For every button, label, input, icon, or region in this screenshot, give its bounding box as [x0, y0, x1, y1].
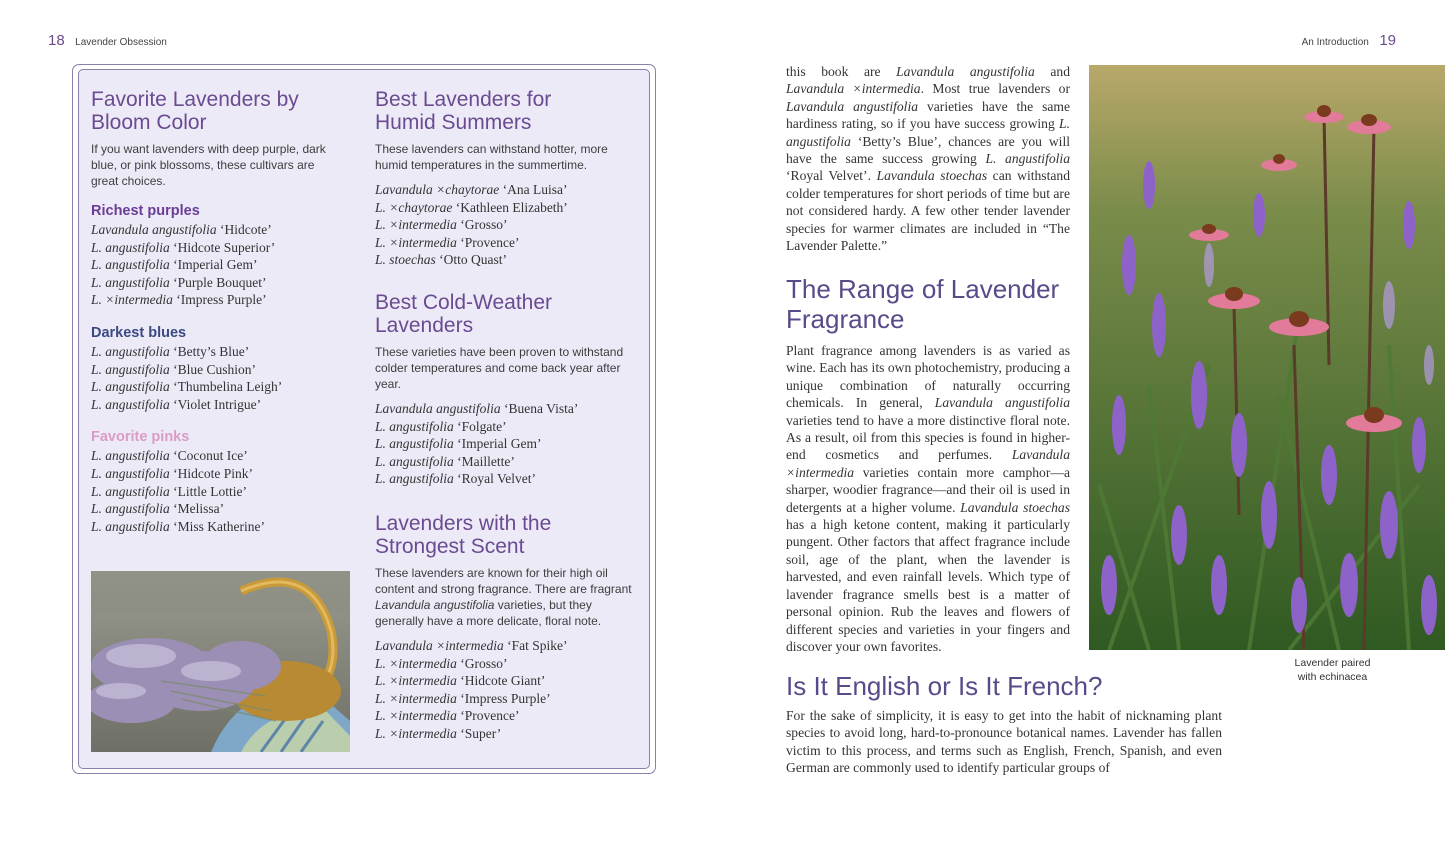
list-item: L. ×intermedia ‘Provence’: [375, 234, 520, 250]
fragrance-heading: The Range of Lavender Fragrance: [786, 274, 1060, 334]
darkest-blues-heading: Darkest blues: [91, 324, 187, 341]
intro-paragraph: [786, 63, 1070, 254]
humid-summers-title: Best Lavenders for Humid Summers: [375, 88, 552, 134]
running-title-right: An Introduction: [1301, 37, 1369, 48]
bloom-color-title: Favorite Lavenders by Bloom Color: [91, 88, 299, 134]
running-title-left: Lavender Obsession: [75, 37, 167, 48]
sidebar-column-right: [375, 88, 640, 743]
cold-weather-list: [375, 400, 640, 488]
list-item: Lavandula angustifolia ‘Hidcote’: [91, 222, 272, 237]
text-run: this book are: [786, 64, 897, 79]
text-run: varieties have the same hardiness rating, so if you have success growing: [786, 98, 1070, 132]
lavender-basket-photo: [91, 571, 350, 752]
text-run: ‘Betty’s Blue’, chances are you will have the same success growing: [786, 133, 1070, 167]
italic-text-run: Lavandula angustifolia: [934, 395, 1070, 411]
list-item: L. angustifolia ‘Hidcote Pink’: [91, 465, 254, 481]
list-item: L. angustifolia ‘Royal Velvet’: [375, 471, 536, 487]
english-french-paragraph: For the sake of simplicity, it is easy to get into the habit of nicknaming plant species to avoid long, hard-to-pronounce botanical names. Lavender has fallen victim to this process, and terms such as English, French, Spanish, and even German are commonly used to identify particular groups of: [786, 708, 1222, 776]
humid-summers-intro: These lavenders can withstand hotter, more humid temperatures in the summertime.: [375, 142, 608, 172]
list-item: L. angustifolia ‘Maillette’: [375, 453, 515, 469]
italic-text-run: Lavandula stoechas: [876, 168, 988, 184]
list-item: L. angustifolia ‘Imperial Gem’: [91, 257, 258, 273]
list-item: Lavandula ×intermedia ‘Fat Spike’: [375, 637, 568, 653]
left-page-header: [48, 32, 167, 50]
cold-weather-intro: These varieties have been proven to withstand colder temperatures and come back year after year.: [375, 344, 624, 391]
list-item: L. ×intermedia ‘Super’: [375, 725, 502, 741]
italic-text-run: Lavandula ×intermedia: [786, 81, 921, 97]
italic-text-run: Lavandula stoechas: [960, 499, 1070, 515]
sidebar-column-left: [91, 88, 341, 535]
list-item: L. angustifolia ‘Folgate’: [375, 418, 507, 434]
list-item: L. stoechas ‘Otto Quast’: [375, 252, 507, 268]
strongest-scent-title: Lavenders with the Strongest Scent: [375, 511, 552, 558]
list-item: L. angustifolia ‘Miss Katherine’: [91, 518, 265, 534]
list-item: L. angustifolia ‘Blue Cushion’: [91, 361, 257, 377]
page-number-left: 18: [48, 32, 65, 49]
text-run: Plant fragrance among lavenders is as varied as wine. Each has its own photochemistry, producing a unique combination of naturally occurring chemicals. In general,: [786, 343, 1070, 411]
bloom-color-intro: If you want lavenders with deep purple, dark blue, or pink blossoms, these cultivars are great choices.: [91, 142, 326, 188]
text-run: ‘Royal Velvet’.: [786, 168, 877, 184]
lavender-echinacea-photo: [1089, 65, 1445, 650]
list-item: Lavandula angustifolia ‘Buena Vista’: [375, 400, 579, 416]
italic-text-run: Lavandula ×intermedia: [786, 447, 1070, 480]
italic-text-run: L. angustifolia: [786, 116, 1070, 149]
list-item: L. angustifolia ‘Violet Intrigue’: [91, 396, 262, 412]
list-item: L. angustifolia ‘Melissa’: [91, 501, 225, 517]
list-item: L. angustifolia ‘Purple Bouquet’: [91, 274, 267, 290]
photo-caption: Lavender paired with echinacea: [1294, 657, 1371, 683]
italic-text-run: Lavandula angustifolia: [896, 64, 1035, 79]
list-item: L. ×intermedia ‘Impress Purple’: [91, 292, 267, 308]
strongest-scent-list: [375, 637, 640, 743]
right-page-header: [1302, 32, 1396, 50]
richest-purples-heading: Richest purples: [91, 203, 200, 219]
list-item: L. ×intermedia ‘Hidcote Giant’: [375, 673, 546, 689]
strongest-scent-intro: These lavenders are known for their high oil content and strong fragrance. There are fragrant Lavandula angustifolia varieties, but they generally have a more delicate, floral note.: [375, 565, 632, 628]
cold-weather-title: Best Cold-Weather Lavenders: [375, 290, 553, 337]
list-item: L. angustifolia ‘Betty’s Blue’: [91, 343, 250, 359]
favorite-pinks-list: [91, 447, 341, 535]
list-item: L. angustifolia ‘Thumbelina Leigh’: [91, 379, 283, 395]
darkest-blues-list: [91, 343, 341, 413]
favorite-pinks-heading: Favorite pinks: [91, 429, 190, 446]
list-item: L. ×intermedia ‘Impress Purple’: [375, 690, 551, 706]
text-run: can withstand colder temperatures for short periods of time but are not considered hardy. A few other tender lavender species for warmer climates are included in “The Lavender Palette.”: [786, 168, 1070, 254]
list-item: Lavandula ×chaytorae ‘Ana Luisa’: [375, 182, 568, 197]
text-run: . Most true lavenders or: [920, 81, 1070, 97]
italic-text-run: Lavandula angustifolia: [786, 98, 919, 114]
text-run: and: [1034, 64, 1070, 79]
page-number-right: 19: [1379, 32, 1396, 49]
richest-purples-list: [91, 221, 341, 309]
list-item: L. angustifolia ‘Hidcote Superior’: [91, 239, 276, 255]
text-run: varieties contain more camphor—a sharper, woodier fragrance—and their oil is used in detergents at a higher volume.: [786, 464, 1070, 515]
list-item: L. ×chaytorae ‘Kathleen Elizabeth’: [375, 199, 568, 215]
list-item: L. angustifolia ‘Coconut Ice’: [91, 448, 248, 464]
italic-text-run: L. angustifolia: [985, 151, 1070, 167]
humid-summers-list: [375, 181, 640, 269]
list-item: L. ×intermedia ‘Grosso’: [375, 217, 508, 233]
list-item: L. ×intermedia ‘Provence’: [375, 708, 520, 724]
list-item: L. angustifolia ‘Little Lottie’: [91, 483, 247, 499]
text-run: has a high ketone content, making it particularly pungent. Other factors that affect fragrance include soil, age of the plant, when the lavender is harvested, and even rainfall levels. Which type of lavender fragrance smells best is a matter of personal opinion. Rub the leaves and flowers of different species and varieties in your fingers and discover your own favorites.: [786, 517, 1070, 654]
text-run: varieties tend to have a more distinctive floral note. As a result, oil from this species is found in higher-end cosmetics and perfumes.: [786, 412, 1070, 463]
list-item: L. angustifolia ‘Imperial Gem’: [375, 436, 542, 452]
fragrance-paragraph: [786, 342, 1070, 655]
english-french-heading: Is It English or Is It French?: [786, 671, 1103, 701]
list-item: L. ×intermedia ‘Grosso’: [375, 655, 508, 671]
